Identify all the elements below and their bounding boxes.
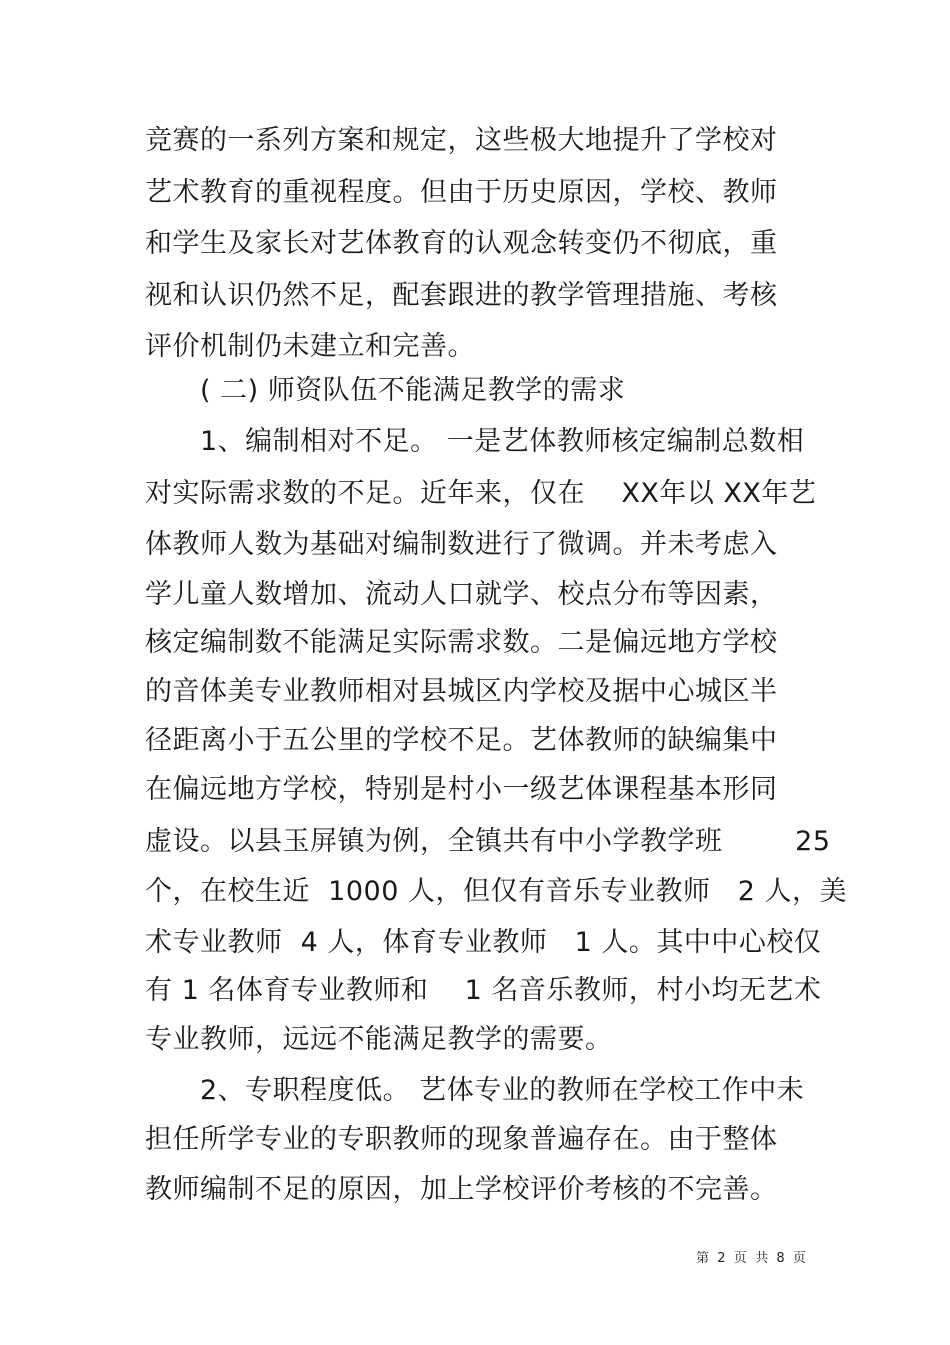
- paragraph-line: 术专业教师 4 人，体育专业教师 1 人。其中中心校仅: [145, 927, 822, 958]
- paragraph-line: 对实际需求数的不足。近年来，仅在 XX年以 XX年艺: [145, 478, 817, 509]
- paragraph-line: 的音体美专业教师相对县城区内学校及据中心城区半: [145, 676, 778, 707]
- paragraph-line: 1、编制相对不足。 一是艺体教师核定编制总数相: [200, 426, 805, 457]
- paragraph-line: 在偏远地方学校，特别是村小一级艺体课程基本形同: [145, 774, 778, 805]
- paragraph-line: 有 1 名体育专业教师和 1 名音乐教师，村小均无艺术: [145, 975, 822, 1006]
- paragraph-line: 和学生及家长对艺体教育的认观念转变仍不彻底，重: [145, 228, 778, 259]
- paragraph-line: 竞赛的一系列方案和规定，这些极大地提升了学校对: [145, 125, 778, 156]
- paragraph-line: 担任所学专业的专职教师的现象普遍存在。由于整体: [145, 1124, 778, 1155]
- paragraph-line: 专业教师，远远不能满足教学的需要。: [145, 1024, 613, 1055]
- paragraph-line: 学儿童人数增加、流动人口就学、校点分布等因素，: [145, 579, 778, 610]
- page-number-footer: 第 2 页 共 8 页: [696, 1251, 806, 1266]
- paragraph-line: 评价机制仍未建立和完善。: [145, 331, 475, 362]
- paragraph-line: 艺术教育的重视程度。但由于历史原因，学校、教师: [145, 177, 778, 208]
- paragraph-line: 2、专职程度低。 艺体专业的教师在学校工作中未: [200, 1075, 805, 1106]
- paragraph-line: 径距离小于五公里的学校不足。艺体教师的缺编集中: [145, 725, 778, 756]
- paragraph-line: 虚设。以县玉屏镇为例，全镇共有中小学教学班 25: [145, 826, 831, 857]
- paragraph-line: 视和认识仍然不足，配套跟进的教学管理措施、考核: [145, 280, 778, 311]
- paragraph-line: 教师编制不足的原因，加上学校评价考核的不完善。: [145, 1174, 778, 1205]
- paragraph-line: 核定编制数不能满足实际需求数。二是偏远地方学校: [145, 627, 778, 658]
- paragraph-line: 个，在校生近 1000 人，但仅有音乐专业教师 2 人，美: [145, 876, 847, 907]
- section-heading: ( 二) 师资队伍不能满足教学的需求: [200, 375, 626, 406]
- paragraph-line: 体教师人数为基础对编制数进行了微调。并未考虑入: [145, 529, 778, 560]
